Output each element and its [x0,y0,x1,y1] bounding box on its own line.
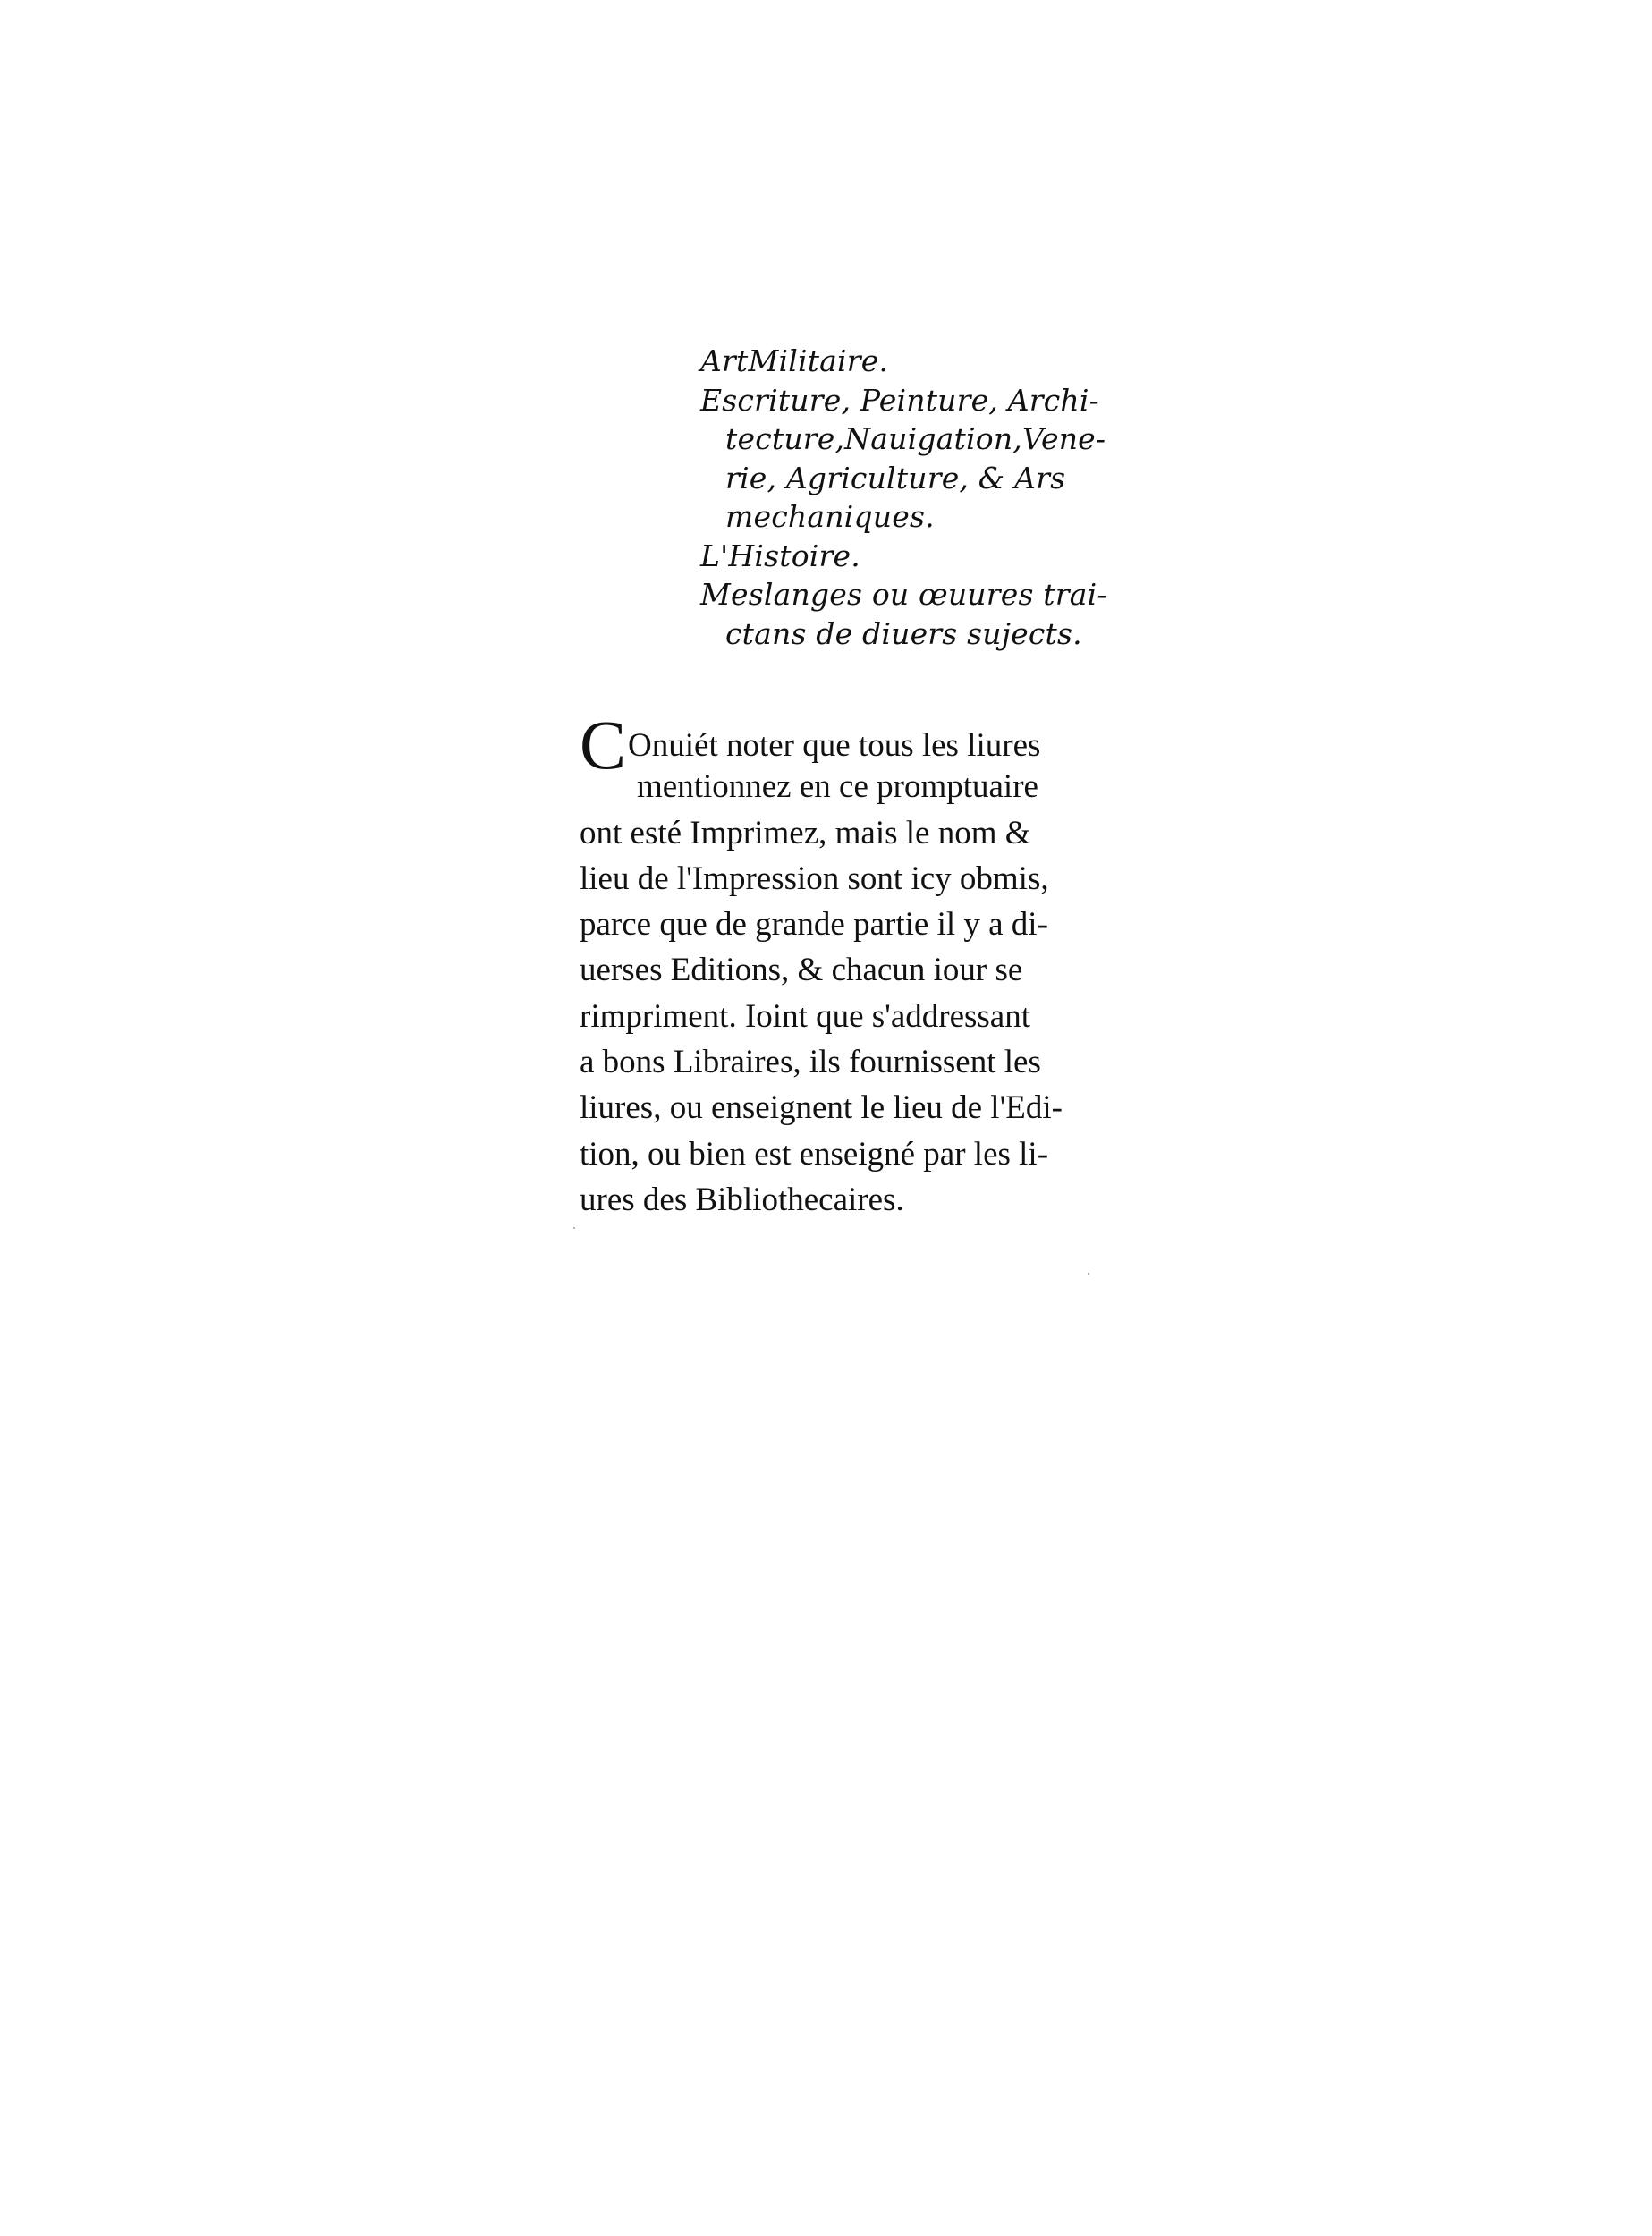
list-item-continuation: ctans de diuers sujects. [725,615,1082,651]
paragraph-first-line [580,706,1116,783]
list-item-continuation: mechaniques. [725,499,935,534]
paragraph-line: rimpriment. Ioint que s'addressant [580,997,1030,1035]
paragraph-line: uerses Editions, & chacun iour se [580,952,1023,989]
paragraph-line: Onuiét noter que tous les liures [628,727,1041,764]
subject-list [700,342,1112,653]
paper-speck [1088,1273,1089,1275]
paragraph-line: ont esté Imprimez, mais le nom & [580,814,1031,851]
drop-cap: C [580,706,627,783]
list-item: ArtMilitaire. [700,343,889,378]
list-item-continuation: tecture,Nauigation,Vene- [725,421,1106,456]
paragraph-line: ures des Bibliothecaires. [580,1181,904,1218]
paper-speck [573,1227,575,1229]
paragraph-line: parce que de grande partie il y a di- [580,906,1048,944]
paragraph-line: tion, ou bien est enseigné par les li- [580,1135,1049,1173]
list-item: Meslanges ou œuures trai- [700,577,1107,612]
paragraph-line: lieu de l'Impression sont icy obmis, [580,860,1049,897]
paragraph-line: mentionnez en ce promptuaire [637,768,1038,806]
list-item: Escriture, Peinture, Archi- [700,382,1099,418]
list-item: L'Histoire. [700,538,860,573]
list-item-continuation: rie, Agriculture, & Ars [725,460,1066,495]
paragraph-line: liures, ou enseignent le lieu de l'Edi- [580,1089,1063,1127]
note-paragraph [580,706,1116,1223]
paragraph-line: a bons Libraires, ils fournissent les [580,1044,1041,1081]
